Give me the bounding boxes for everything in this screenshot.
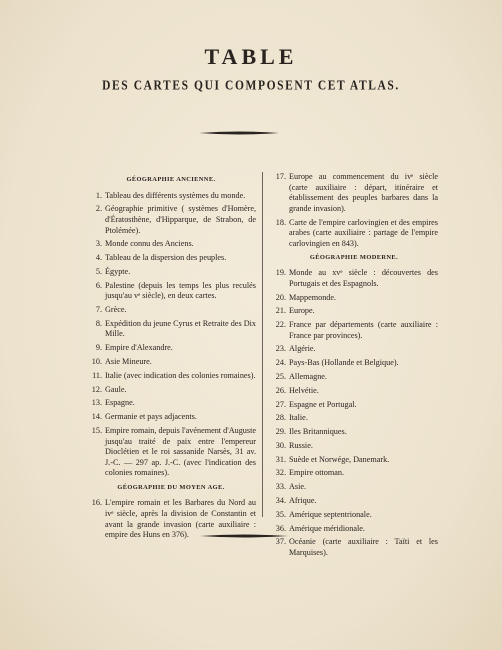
map-title: Égypte. xyxy=(105,266,131,276)
map-title: Empire romain, depuis l'avénement d'Auguste jusqu'au traité de paix entre l'empereur Dioclétien et le roi sassanide Narsès, 31 av. J.-C. — 297 ap. J.-C. (avec l'indication des colonies romaines). xyxy=(105,425,256,478)
map-number: 13. xyxy=(91,398,102,408)
left-column xyxy=(86,172,256,544)
map-list-item xyxy=(270,496,438,507)
map-number: 36. xyxy=(275,523,286,533)
map-title: Espagne. xyxy=(105,398,135,408)
map-title: Géographie primitive ( systèmes d'Homère, d'Ératosthène, d'Hipparque, de Strabon, de Ptolémée). xyxy=(105,204,256,235)
map-title: Amérique méridionale. xyxy=(289,523,365,533)
map-number: 15. xyxy=(91,425,102,435)
map-title: Expédition du jeune Cyrus et Retraite des Dix Mille. xyxy=(105,318,256,339)
top-ornamental-rule xyxy=(199,130,279,136)
map-title: Italie (avec indication des colonies romaines). xyxy=(105,370,256,380)
map-list-item xyxy=(270,441,438,452)
map-list-item xyxy=(86,426,256,479)
map-number: 3. xyxy=(95,239,102,249)
map-title: Iles Britanniques. xyxy=(289,427,347,437)
map-list-item xyxy=(86,371,256,382)
map-list-item xyxy=(270,372,438,383)
right-column xyxy=(270,172,438,562)
map-list-item xyxy=(270,427,438,438)
map-number: 16. xyxy=(91,498,102,508)
map-list-item xyxy=(86,267,256,278)
map-title: Pays-Bas (Hollande et Belgique). xyxy=(289,358,399,368)
map-list-item xyxy=(270,455,438,466)
page-title: TABLE xyxy=(204,44,298,69)
map-title: Grèce. xyxy=(105,305,127,315)
map-number: 18. xyxy=(275,217,286,227)
map-title: Tableau de la dispersion des peuples. xyxy=(105,253,227,263)
map-number: 28. xyxy=(275,413,286,423)
map-number: 4. xyxy=(95,253,102,263)
map-title: Europe au commencement du ivᵉ siècle (carte auxiliaire : départ, itinéraire et établissement des peuples barbares dans la grande invasion). xyxy=(289,172,438,213)
map-list-item xyxy=(270,413,438,424)
map-list-item xyxy=(86,281,256,302)
map-title: Amérique septentrionale. xyxy=(289,509,372,519)
map-list-item xyxy=(270,218,438,250)
map-number: 20. xyxy=(275,292,286,302)
map-number: 23. xyxy=(275,344,286,354)
bottom-ornamental-rule xyxy=(200,533,288,539)
map-title: Russie. xyxy=(289,440,313,450)
map-title: Palestine (depuis les temps les plus reculés jusqu'au vᵉ siècle), en deux cartes. xyxy=(105,280,256,301)
map-list-item xyxy=(270,400,438,411)
map-title: Asie. xyxy=(289,482,307,492)
map-list-item xyxy=(270,468,438,479)
map-number: 6. xyxy=(95,280,102,290)
map-list-item xyxy=(270,172,438,214)
map-number: 10. xyxy=(91,357,102,366)
map-number: 5. xyxy=(95,266,102,276)
map-number: 8. xyxy=(95,318,102,328)
map-list-item xyxy=(86,305,256,316)
map-title: Algérie. xyxy=(289,344,316,354)
map-number: 21. xyxy=(275,306,286,316)
map-number: 34. xyxy=(275,496,286,506)
map-number: 26. xyxy=(275,385,286,395)
map-number: 19. xyxy=(275,268,286,278)
map-title: Carte de l'empire carlovingien et des empires arabes (carte auxiliaire : partage de l'empire carlovingien en 843). xyxy=(289,217,438,248)
map-number: 37. xyxy=(275,537,286,547)
map-list-item xyxy=(86,204,256,236)
map-title: Afrique. xyxy=(289,496,317,506)
map-number: 25. xyxy=(275,372,286,381)
map-title: Asie Mineure. xyxy=(105,357,152,366)
map-number: 17. xyxy=(275,172,286,181)
map-list-item xyxy=(86,412,256,423)
map-title: Tableau des différents systèmes du monde. xyxy=(105,190,246,200)
map-title: Allemagne. xyxy=(289,372,327,381)
map-list-item xyxy=(270,482,438,493)
map-title: Espagne et Portugal. xyxy=(289,399,357,409)
map-list-item xyxy=(86,191,256,202)
section-heading-middle-age: GÉOGRAPHIE DU MOYEN AGE. xyxy=(117,483,225,491)
map-list-item xyxy=(270,358,438,369)
map-list-item xyxy=(270,510,438,521)
map-title: Empire ottoman. xyxy=(289,468,345,478)
map-title: Helvétie. xyxy=(289,385,319,395)
column-divider xyxy=(262,172,263,517)
map-number: 11. xyxy=(92,370,102,380)
map-number: 32. xyxy=(275,468,286,478)
map-list-item xyxy=(270,268,438,289)
map-number: 27. xyxy=(275,399,286,409)
map-title: Europe. xyxy=(289,306,315,316)
map-title: Mappemonde. xyxy=(289,292,337,302)
map-number: 2. xyxy=(95,204,102,214)
map-list-item xyxy=(270,306,438,317)
map-number: 1. xyxy=(95,190,102,200)
map-number: 22. xyxy=(275,320,286,330)
map-title: Suède et Norwége, Danemark. xyxy=(289,454,390,464)
map-number: 35. xyxy=(275,509,286,519)
section-heading-ancient: GÉOGRAPHIE ANCIENNE. xyxy=(126,176,216,183)
section-heading-modern: GÉOGRAPHIE MODERNE. xyxy=(309,253,399,261)
map-number: 7. xyxy=(95,305,102,315)
map-number: 9. xyxy=(95,343,102,353)
map-number: 24. xyxy=(275,358,286,368)
map-list-item xyxy=(86,398,256,409)
map-list-item xyxy=(270,537,438,558)
map-title: L'empire romain et les Barbares du Nord au ivᵉ siècle, après la division de Constantin et avant la grande invasion (carte auxiliaire : empire des Huns en 376). xyxy=(105,498,256,540)
map-number: 30. xyxy=(275,440,286,450)
map-number: 12. xyxy=(91,384,102,394)
map-list-item xyxy=(86,319,256,340)
map-list-item xyxy=(270,293,438,304)
map-list-item xyxy=(86,343,256,354)
map-title: France par départements (carte auxiliaire : France par provinces). xyxy=(289,320,438,340)
map-number: 29. xyxy=(275,427,286,437)
map-list-item xyxy=(270,344,438,355)
map-title: Gaule. xyxy=(105,384,127,394)
map-title: Germanie et pays adjacents. xyxy=(105,412,197,422)
map-list-item xyxy=(270,524,438,535)
map-number: 31. xyxy=(275,454,286,464)
page-subtitle: DES CARTES QUI COMPOSENT CET ATLAS. xyxy=(102,79,400,93)
map-number: 14. xyxy=(91,412,102,422)
map-title: Monde au xvᵉ siècle : découvertes des Portugais et des Espagnols. xyxy=(289,268,438,288)
map-title: Italie. xyxy=(289,413,308,423)
map-list-item xyxy=(86,239,256,250)
map-list-item xyxy=(86,253,256,264)
map-number: 33. xyxy=(275,482,286,492)
map-list-item xyxy=(270,386,438,397)
map-list-item xyxy=(270,320,438,341)
map-title: Monde connu des Anciens. xyxy=(105,239,194,249)
map-list-item xyxy=(86,385,256,396)
map-title: Empire d'Alexandre. xyxy=(105,343,173,353)
map-list-item xyxy=(86,357,256,368)
map-title: Océanie (carte auxiliaire : Taïti et les Marquises). xyxy=(289,537,438,557)
